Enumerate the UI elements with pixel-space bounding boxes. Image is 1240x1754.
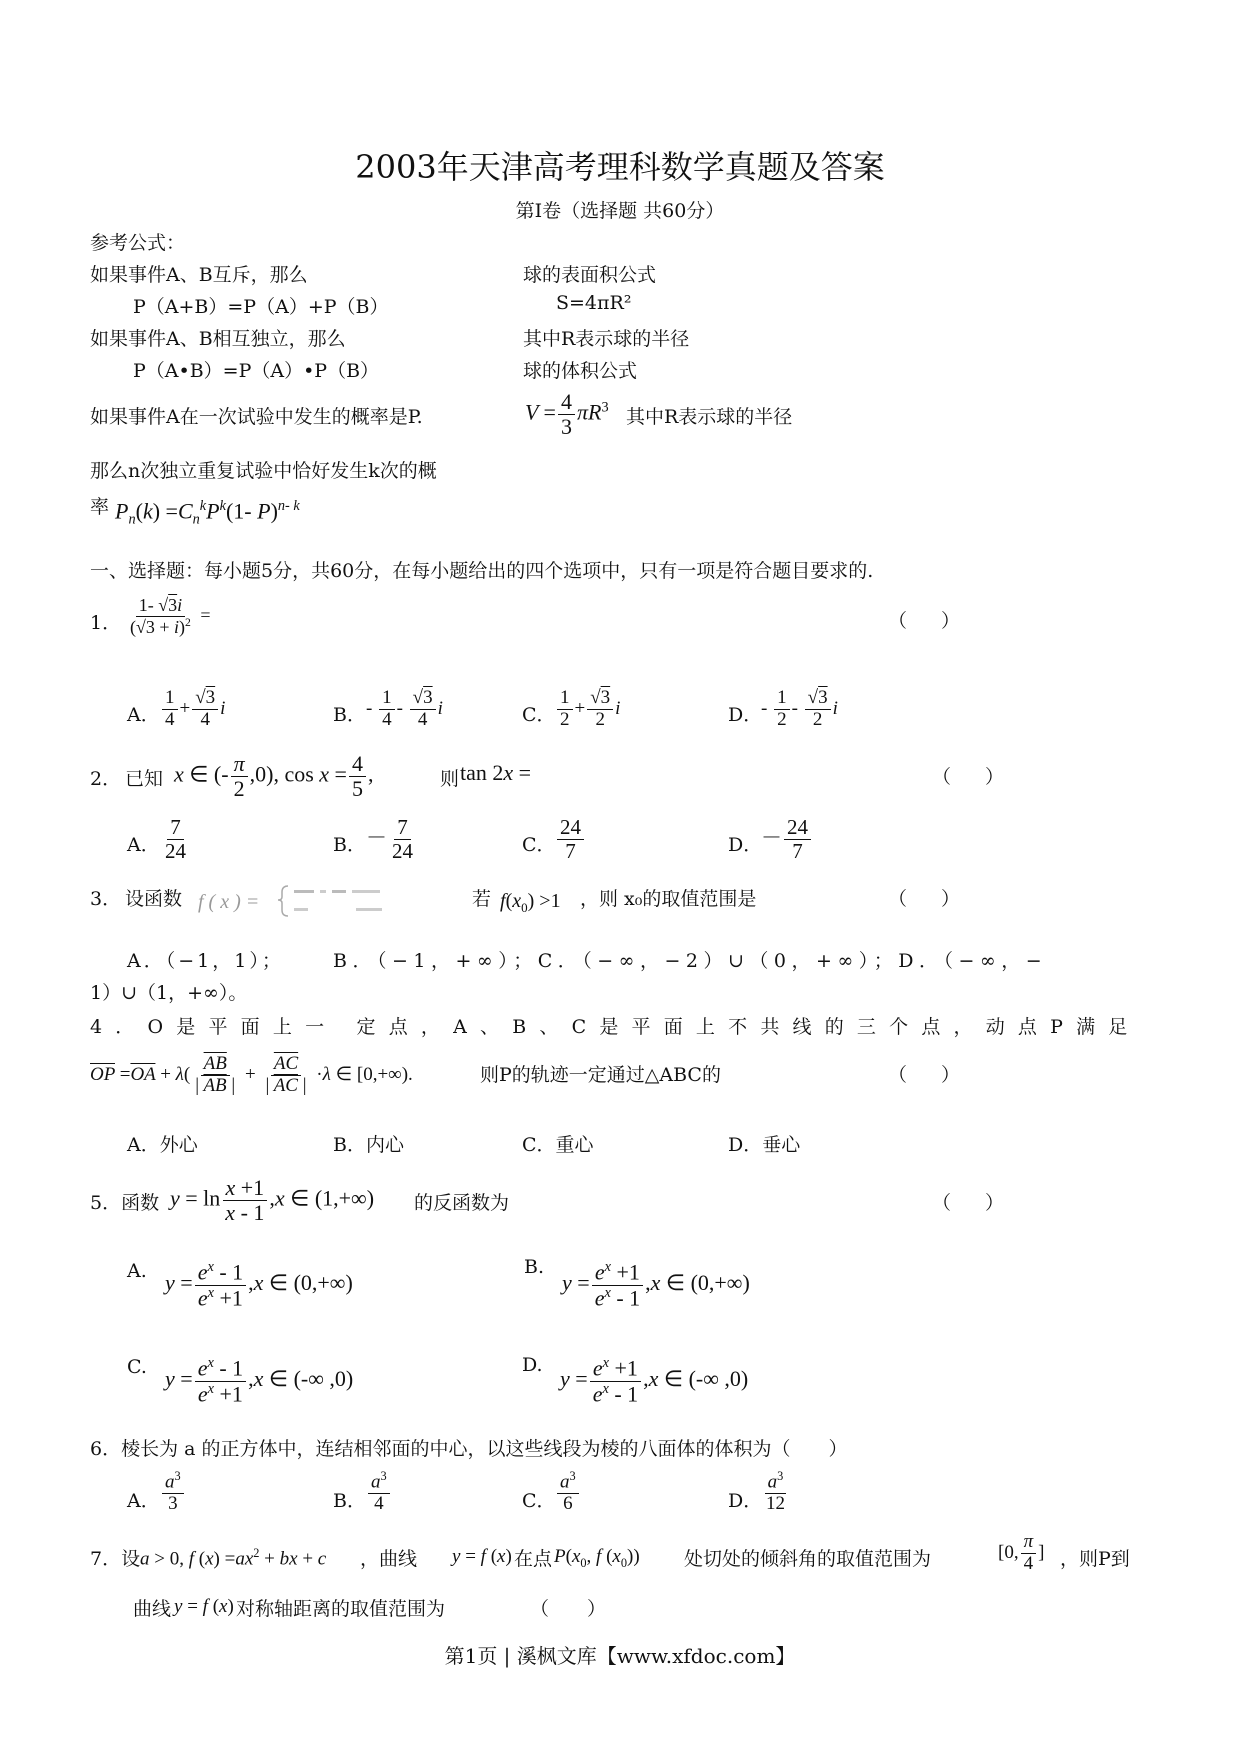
- answer-paren: （ ）: [888, 888, 975, 910]
- formula-line: 如果事件A在一次试验中发生的概率是P.: [90, 406, 423, 428]
- question-text: 若: [472, 888, 492, 910]
- q7-interval: [0, $\frac{\pi}{4}$ ]: [998, 1531, 1045, 1574]
- q3-option-a: A．（−1，1）；: [127, 950, 284, 972]
- answer-paren: （ ）: [932, 766, 1019, 788]
- q1-option-a: $\frac{1}{4}$ + $\frac{√3}{4}$ i: [160, 688, 225, 731]
- q5-option-a: y = $\frac{e^x - 1}{e^x +1}$ ,x ∈ (0,+∞): [165, 1259, 353, 1310]
- option-label: D.: [522, 1354, 543, 1376]
- q5-option-d: y = $\frac{e^x +1}{e^x - 1}$ ,x ∈ (-∞ ,0): [560, 1355, 749, 1406]
- option-label: A．: [127, 704, 160, 726]
- question-text: ，则 x₀的取值范围是: [580, 888, 757, 910]
- q6-option-b: $\frac{a^3}{4}$: [366, 1470, 392, 1515]
- q4-vector-expression: $\overline{OP} =\overline{OA} + \lambda$( $\frac{\overline{AB}}{| \overline{AB} |}$ + $\frac{\overline{AC}}{| \overline{AC} |}$ ·λ ∈ [0,+∞).: [90, 1053, 413, 1096]
- section-heading: 一、选择题：每小题5分，共60分，在每小题给出的四个选项中，只有一项是符合题目要求的.: [90, 560, 874, 582]
- page-subtitle: 第Ⅰ卷（选择题 共60分）: [515, 200, 725, 222]
- q4-option-d: D．垂心: [728, 1134, 801, 1156]
- option-label: A．: [127, 834, 160, 856]
- formula-line: 如果事件A、B相互独立，那么: [90, 328, 346, 350]
- sphere-volume-formula: V = $\frac{4}{3}$ $\pi R^3$: [525, 389, 609, 440]
- question-text: 在点: [514, 1548, 553, 1570]
- q7-expression-2: y = f (x): [452, 1546, 512, 1567]
- formula-line: S=4πR²: [556, 292, 632, 314]
- option-label: B．: [333, 1490, 366, 1512]
- q5-option-c: y = $\frac{e^x - 1}{e^x +1}$ ,x ∈ (-∞ ,0): [165, 1355, 354, 1406]
- q2-expression: x ∈ (- $\frac{\pi}{2}$ ,0), cos x = $\frac{4}{5}$ ,: [174, 751, 374, 802]
- binomial-formula: $P_n(k) =C_n^kP^k(1-$ P)$^{n- k}$: [115, 498, 300, 528]
- q2-option-c: $\frac{24}{7}$: [555, 816, 586, 863]
- q2-option-d: － $\frac{24}{7}$: [761, 816, 813, 863]
- option-label: C.: [127, 1356, 147, 1378]
- answer-paren: （ ）: [888, 1064, 975, 1086]
- answer-paren: （ ）: [530, 1598, 607, 1620]
- question-number: 1．: [90, 612, 122, 634]
- svg-text:f ( x ) =: f ( x ) =: [198, 891, 260, 913]
- q4-option-b: B．内心: [333, 1134, 404, 1156]
- formula-line: 率: [90, 496, 110, 518]
- answer-paren: （ ）: [932, 1192, 1019, 1214]
- question-text: 对称轴距离的取值范围为: [236, 1598, 446, 1620]
- page-footer: 第1页 | 溪枫文库【www.xfdoc.com】: [444, 1644, 796, 1668]
- question-text: 的反函数为: [414, 1192, 510, 1214]
- q2-option-a: $\frac{7}{24}$: [165, 815, 186, 864]
- option-label: B．: [333, 834, 366, 856]
- q5-option-b: y = $\frac{e^x +1}{e^x - 1}$ ,x ∈ (0,+∞): [562, 1259, 750, 1310]
- option-label: C．: [522, 704, 556, 726]
- q3-options-bcd: B．（−1，+∞）；C．（−∞，−2）∪（0，+∞）；D．（−∞，−: [333, 950, 1048, 972]
- formula-line: 如果事件A、B互斥，那么: [90, 264, 308, 286]
- option-label: B.: [524, 1256, 545, 1278]
- q3-condition: $f(x_0) >1$: [500, 890, 561, 915]
- question-text: 6．棱长为 a 的正方体中，连结相邻面的中心，以这些线段为棱的八面体的体积为（ ）: [90, 1438, 848, 1460]
- option-label: A.: [127, 1260, 147, 1282]
- option-label: D．: [728, 704, 763, 726]
- question-text: 7．设: [90, 1548, 141, 1570]
- q3-options-cont: 1）∪（1，+∞）。: [90, 982, 248, 1004]
- option-label: A．: [127, 1490, 160, 1512]
- q1-option-c: $\frac{1}{2}$ + $\frac{√3}{2}$ i: [555, 688, 620, 731]
- formula-line: 其中R表示球的半径: [523, 328, 690, 350]
- formula-line: P（A•B）=P（A）•P（B）: [133, 360, 380, 382]
- option-label: C．: [522, 834, 556, 856]
- q1-option-b: - $\frac{1}{4}$ - $\frac{√3}{4}$ i: [366, 687, 443, 730]
- formula-line: 球的体积公式: [523, 360, 638, 382]
- q6-option-d: $\frac{a^3}{12}$: [766, 1469, 785, 1515]
- option-label: C．: [522, 1490, 556, 1512]
- q7-expression-1: a > 0, f $(x) =ax^2$ + bx + c: [140, 1546, 327, 1570]
- question-number: 3．: [90, 888, 122, 910]
- q4-option-a: A．外心: [127, 1134, 198, 1156]
- question-text: 设函数: [125, 888, 183, 910]
- question-text: 5．函数: [90, 1192, 160, 1214]
- q1-option-d: - $\frac{1}{2}$ - $\frac{√3}{2}$ i: [761, 687, 838, 730]
- question-text: 处切处的倾斜角的取值范围为: [684, 1548, 932, 1570]
- formula-line: 那么n次独立重复试验中恰好发生k次的概: [90, 460, 437, 482]
- q1-expression: $\frac{1- √3i}{(√3 + i)^2}$ =: [130, 595, 211, 637]
- q2-expression-2: tan 2x =: [460, 760, 532, 785]
- option-label: B．: [333, 704, 366, 726]
- q6-option-c: $\frac{a^3}{6}$: [555, 1470, 581, 1515]
- question-number: 2．: [90, 768, 122, 790]
- q5-expression: y = ln $\frac{x +1}{x - 1}$ ,x ∈ (1,+∞): [170, 1175, 375, 1226]
- option-label: D．: [728, 834, 763, 856]
- question-text: 已知: [125, 768, 164, 790]
- question-text: ，曲线: [360, 1548, 418, 1570]
- formula-line: 其中R表示球的半径: [626, 406, 793, 428]
- question-text: 则P的轨迹一定通过△ABC的: [480, 1064, 721, 1086]
- question-text: ，则P到: [1060, 1548, 1130, 1570]
- formula-line: 球的表面积公式: [523, 264, 657, 286]
- q4-option-c: C．重心: [522, 1134, 594, 1156]
- formula-header: 参考公式：: [90, 232, 186, 254]
- formula-line: P（A+B）=P（A）+P（B）: [133, 296, 389, 318]
- question-text: 4．O是平面上一 定点，A、B、C是平面上不共线的三个点，动点P满足: [90, 1016, 1141, 1038]
- option-label: D．: [728, 1490, 763, 1512]
- q7-expression-4: y = f (x): [174, 1596, 234, 1617]
- answer-paren: （ ）: [888, 610, 975, 632]
- page-title: 2003年天津高考理科数学真题及答案: [355, 148, 885, 186]
- piecewise-function-image: [196, 880, 468, 920]
- question-text: 曲线: [133, 1598, 172, 1620]
- q2-option-b: － $\frac{7}{24}$: [366, 815, 413, 864]
- q7-expression-3: $P(x_0$, f $(x_0)$): [554, 1546, 640, 1570]
- q6-option-a: $\frac{a^3}{3}$: [160, 1470, 186, 1515]
- question-text: 则: [440, 768, 460, 790]
